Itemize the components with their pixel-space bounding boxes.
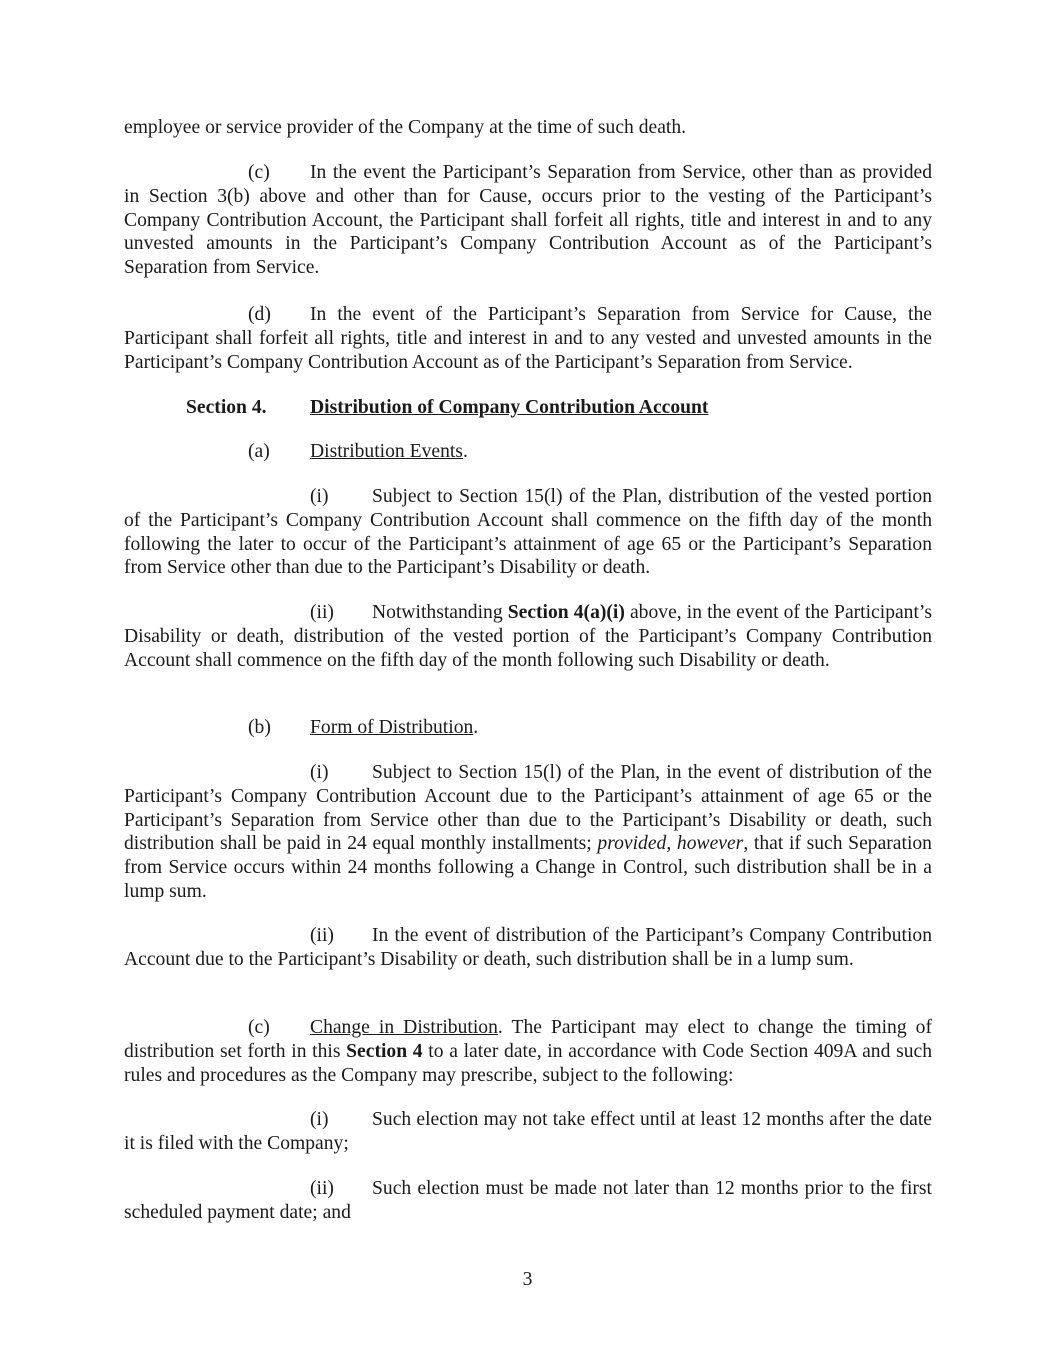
section-4c-paragraph: (c) Change in Distribution. The Participant may elect to change the timing of distribution set forth in this Section 4 to a later date, in accordance with Code Section 409A and such rules and procedures as the Company may prescribe, subject to the following:: [124, 1017, 932, 1086]
section-reference: Section 4(a)(i): [507, 602, 625, 623]
section-4-title: Distribution of Company Contribution Account: [310, 397, 709, 418]
section-3d-text: In the event of the Participant’s Separation from Service for Cause, the Participant shall forfeit all rights, title and interest in and to any vested and unvested amounts in the Participant’s Company Contribution Account as of the Participant’s Separation from Service.: [124, 304, 932, 373]
page-number: 3: [522, 1269, 533, 1290]
section-4b-i-paragraph: (i) Subject to Section 15(l) of the Plan, in the event of distribution of the Participant’s Company Contribution Account due to the Participant’s attainment of age 65 or the Participant’s Separation from Service other than due to the Participant’s Disability or death, such distribution shall be paid in 24 equal monthly installments; provided, however, that if such Separation from Service occurs within 24 months following a Change in Control, such distribution shall be in a lump sum.: [124, 762, 932, 902]
section-3c-paragraph: [124, 161, 932, 280]
change-in-distribution-heading: Change in Distribution: [310, 1017, 498, 1038]
section-4b-heading: (b) Form of Distribution.: [248, 717, 479, 738]
section-3c-label: (c): [248, 162, 270, 183]
section-4b-ii-paragraph: (ii) In the event of distribution of the Participant’s Company Contribution Account due to the Participant’s Disability or death, such distribution shall be in a lump sum.: [124, 925, 932, 970]
form-of-distribution-heading: Form of Distribution: [310, 717, 474, 738]
section-4a-ii-paragraph: (ii) Notwithstanding Section 4(a)(i) above, in the event of the Participant’s Disability or death, distribution of the vested portion of the Participant’s Company Contribution Account shall commence on the fifth day of the month following such Disability or death.: [124, 602, 932, 671]
section-4-heading: [186, 396, 932, 420]
section-3d-paragraph: [124, 303, 932, 374]
distribution-events-heading: Distribution Events: [310, 441, 463, 462]
opening-paragraph: employee or service provider of the Company at the time of such death.: [124, 117, 687, 138]
section-4a-heading: (a) Distribution Events.: [248, 441, 468, 462]
section-4c-ii-paragraph: (ii) Such election must be made not later than 12 months prior to the first scheduled payment date; and: [124, 1178, 932, 1223]
section-4c-i-paragraph: (i) Such election may not take effect until at least 12 months after the date it is filed with the Company;: [124, 1109, 932, 1154]
section-reference: Section 4: [346, 1040, 423, 1062]
section-4a-i-paragraph: (i) Subject to Section 15(l) of the Plan, distribution of the vested portion of the Participant’s Company Contribution Account shall commence on the fifth day of the month following the later to occur of the Participant’s attainment of age 65 or the Participant’s Separation from Service other than due to the Participant’s Disability or death.: [124, 486, 932, 579]
section-3c-text: In the event the Participant’s Separation from Service, other than as provided in Section 3(b) above and other than for Cause, occurs prior to the vesting of the Participant’s Company Contribution Account, the Participant shall forfeit all rights, title and interest in and to any unvested amounts in the Participant’s Company Contribution Account as of the Participant’s Separation from Service.: [124, 162, 932, 279]
section-4-number: Section 4.: [186, 397, 267, 418]
section-3d-label: (d): [248, 304, 271, 325]
